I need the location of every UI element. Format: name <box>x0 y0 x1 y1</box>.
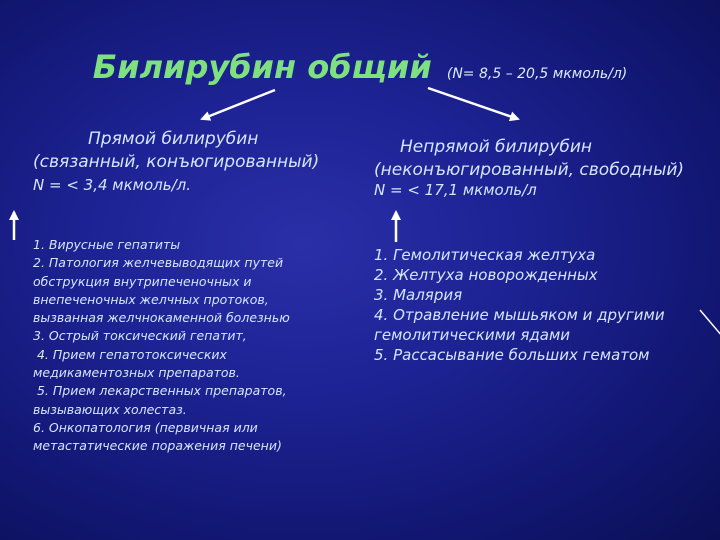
list-item: 4. Прием гепатотоксических <box>33 346 227 362</box>
list-item: 2. Патология желчевыводящих путей <box>33 255 284 271</box>
list-item: 3. Малярия <box>374 286 463 304</box>
list-item: 5. Прием лекарственных препаратов, <box>33 383 287 399</box>
diagonal-line-right-edge <box>700 310 720 336</box>
list-item: обструкция внутрипеченочных и <box>33 273 252 289</box>
list-item: вызванная желчнокаменной болезнью <box>33 310 290 326</box>
list-item: метастатические поражения печени) <box>33 438 282 454</box>
list-item: вызывающих холестаз. <box>33 401 187 417</box>
direct-heading-line1: Прямой билирубин <box>88 129 259 149</box>
indirect-heading-line2: (неконъюгированный, свободный) <box>374 160 685 180</box>
list-item: 4. Отравление мышьяком и другими <box>374 306 665 324</box>
list-item: внепеченочных желчных протоков, <box>33 291 269 307</box>
title-norm-range: (N= 8,5 – 20,5 мкмоль/л) <box>446 66 628 82</box>
list-item: 1. Гемолитическая желтуха <box>374 246 596 264</box>
list-item: 2. Желтуха новорожденных <box>374 266 598 284</box>
direct-norm: N = < 3,4 мкмоль/л. <box>33 176 191 194</box>
indirect-causes-list <box>374 245 665 365</box>
list-item: гемолитическими ядами <box>374 326 571 344</box>
indirect-norm: N = < 17,1 мкмоль/л <box>374 181 537 199</box>
direct-causes-list <box>33 236 290 456</box>
list-item: медикаментозных препаратов. <box>33 365 240 381</box>
list-item: 6. Онкопатология (первичная или <box>33 419 258 435</box>
list-item: 3. Острый токсический гепатит, <box>33 328 247 344</box>
list-item: 1. Вирусные гепатиты <box>33 237 181 252</box>
indirect-heading-line1: Непрямой билирубин <box>400 137 592 157</box>
list-item: 5. Рассасывание больших гематом <box>374 346 650 364</box>
arrow-to-direct <box>202 90 275 119</box>
arrow-to-indirect <box>428 88 518 119</box>
direct-heading-line2: (связанный, конъюгированный) <box>33 152 320 172</box>
title-main: Билирубин общий <box>92 48 432 86</box>
